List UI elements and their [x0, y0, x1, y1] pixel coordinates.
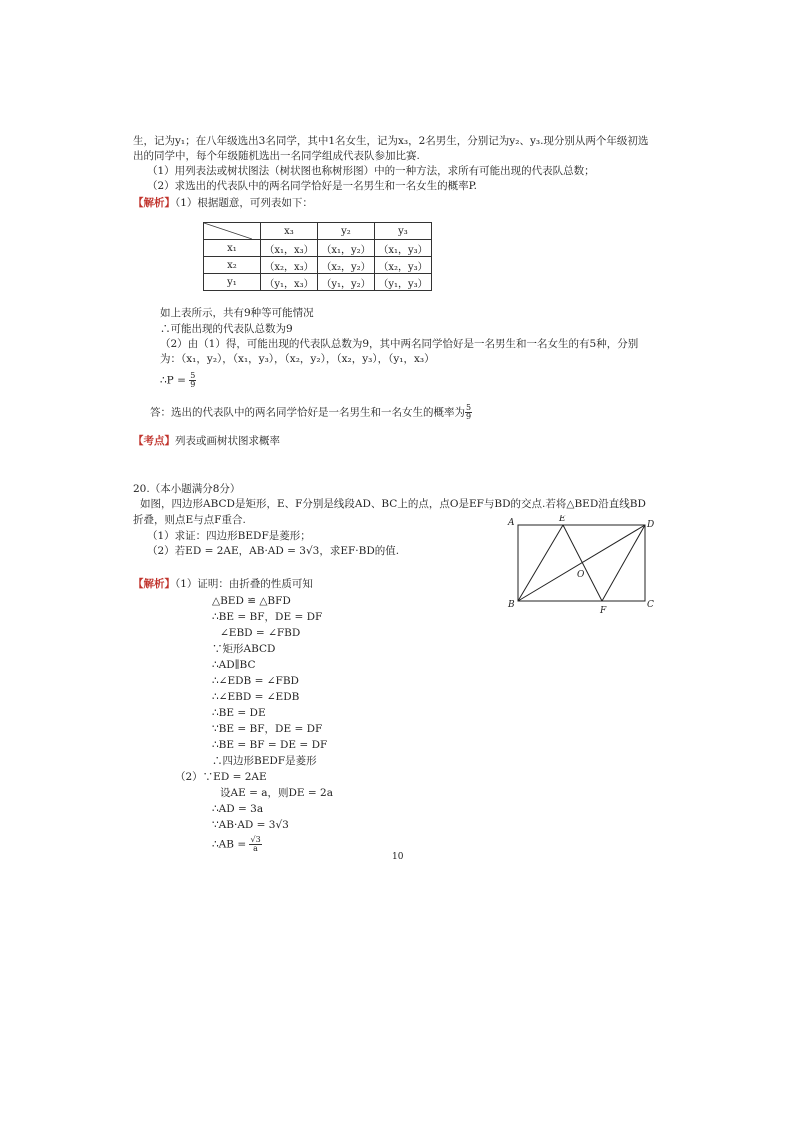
question-20-part-2: （2）若ED = 2AE，AB·AD = 3√3，求EF·BD的值. — [147, 545, 400, 557]
table-row — [204, 257, 432, 274]
proof-line: ∵矩形ABCD — [212, 643, 276, 655]
kaodian — [133, 434, 280, 448]
proof-line: ∴BE = DE — [212, 707, 266, 719]
part-2-line: ∴AD = 3a — [212, 803, 264, 815]
solution-19-line-2: ∴可能出现的代表队总数为9 — [160, 323, 293, 335]
table-cell: （x₁，x₃） — [261, 240, 318, 257]
analysis-text: （1）根据题意，可列表如下： — [175, 197, 313, 209]
probability-prefix: ∴P = — [160, 374, 186, 387]
proof-line: ∵BE = BF，DE = DF — [212, 723, 323, 735]
label-a: A — [508, 518, 515, 528]
fraction-numerator: 5 — [466, 403, 472, 412]
table-row-label: x₁ — [204, 240, 261, 257]
table-cell: （y₁，x₃） — [261, 274, 318, 291]
probability-result — [160, 372, 196, 389]
table-row-label: y₁ — [204, 274, 261, 291]
table-header-cell: y₂ — [318, 223, 375, 240]
proof-line: ∠EBD = ∠FBD — [220, 627, 301, 639]
analysis-label: 【解析】 — [133, 197, 175, 209]
fraction-denominator: 9 — [466, 412, 472, 421]
intro-line-1: 生，记为y₁；在八年级选出3名同学，其中1名女生，记为x₃，2名男生，分别记为y₂、y₃.现分别从两个年级初选 — [133, 135, 649, 147]
proof-line: ∴∠EDB = ∠FBD — [212, 675, 299, 687]
solution-19-line-4: 为：（x₁，y₂），（x₁，y₃），（x₂，y₂），（x₂，y₃），（y₁，x₃） — [160, 353, 435, 365]
proof-line: ∴四边形BEDF是菱形 — [212, 755, 317, 767]
table-corner-cell — [204, 223, 261, 240]
label-o: O — [577, 570, 585, 580]
question-20-title: 20.（本小题满分8分） — [133, 483, 241, 495]
table-cell: （y₁，y₃） — [375, 274, 432, 291]
table-header-cell: x₃ — [261, 223, 318, 240]
proof-line: △BED ≌ △BFD — [212, 595, 291, 607]
analysis-label: 【解析】 — [133, 578, 175, 590]
kaodian-text: 列表或画树状图求概率 — [175, 435, 280, 447]
proof-line: ∴BE = BF，DE = DF — [212, 611, 323, 623]
fraction-denominator: 9 — [190, 380, 196, 389]
table-header-row — [204, 223, 432, 240]
label-d: D — [647, 520, 655, 530]
kaodian-label: 【考点】 — [133, 435, 175, 447]
segment-be — [518, 525, 563, 601]
intro-line-2: 出的同学中，每个年级随机选出一名同学组成代表队参加比赛. — [133, 150, 420, 162]
table-row — [204, 240, 432, 257]
table-cell: （x₁，y₃） — [375, 240, 432, 257]
question-20-part-1: （1）求证：四边形BEDF是菱形； — [147, 530, 311, 542]
analysis-20 — [133, 577, 313, 591]
segment-fd — [602, 525, 645, 601]
fraction-numerator: √3 — [250, 835, 261, 844]
question-19-part-2: （2）求选出的代表队中的两名同学恰好是一名男生和一名女生的概率P. — [147, 180, 477, 192]
fraction-denominator: a — [253, 844, 258, 853]
answer-fraction — [465, 404, 472, 421]
ab-prefix: ∴AB = — [212, 838, 247, 851]
ab-result — [212, 836, 262, 853]
answer-text: 答：选出的代表队中的两名同学恰好是一名男生和一名女生的概率为 — [150, 406, 465, 419]
question-19-part-1: （1）用列表法或树状图法（树状图也称树形图）中的一种方法，求所有可能出现的代表队总数； — [147, 165, 595, 177]
solution-19-line-1: 如上表所示，共有9种等可能情况 — [160, 307, 314, 319]
proof-line: ∴AD∥BC — [212, 659, 256, 671]
table-row-label: x₂ — [204, 257, 261, 274]
label-e: E — [559, 515, 566, 524]
fraction-numerator: 5 — [190, 371, 196, 380]
table-row — [204, 274, 432, 291]
diagonal-line — [204, 223, 252, 239]
outcome-table — [203, 222, 432, 291]
solution-19-line-3: （2）由（1）得，可能出现的代表队总数为9，其中两名同学恰好是一名男生和一名女生的有5种，分别 — [160, 338, 639, 350]
rectangle-figure — [505, 515, 665, 617]
proof-line: ∴∠EBD = ∠EDB — [212, 691, 300, 703]
ab-fraction — [249, 836, 261, 853]
part-2-line: 设AE = a，则DE = 2a — [220, 787, 333, 799]
proof-line: ∴BE = BF = DE = DF — [212, 739, 328, 751]
analysis-head: （1）证明：由折叠的性质可知 — [175, 578, 313, 590]
label-f: F — [600, 606, 607, 616]
segment-ef — [563, 525, 602, 601]
question-20-stem-2: 折叠，则点E与点F重合. — [133, 514, 246, 526]
probability-fraction — [189, 372, 196, 389]
label-b: B — [508, 600, 515, 610]
page-number: 10 — [392, 852, 404, 862]
table-cell: （x₂，y₂） — [318, 257, 375, 274]
question-20-stem-1: 如图，四边形ABCD是矩形，E、F分别是线段AD、BC上的点，点O是EF与BD的交点.若将△BED沿直线BD — [140, 498, 646, 510]
table-header-cell: y₃ — [375, 223, 432, 240]
part-2-head: （2）∵ED = 2AE — [175, 771, 267, 783]
segment-bd — [518, 525, 645, 601]
analysis-19 — [133, 196, 313, 210]
answer-19 — [150, 404, 472, 421]
table-cell: （x₁，y₂） — [318, 240, 375, 257]
table-cell: （x₂，x₃） — [261, 257, 318, 274]
table-cell: （x₂，y₃） — [375, 257, 432, 274]
table-cell: （y₁，y₂） — [318, 274, 375, 291]
label-c: C — [647, 600, 654, 610]
part-2-line: ∵AB·AD = 3√3 — [212, 819, 289, 831]
